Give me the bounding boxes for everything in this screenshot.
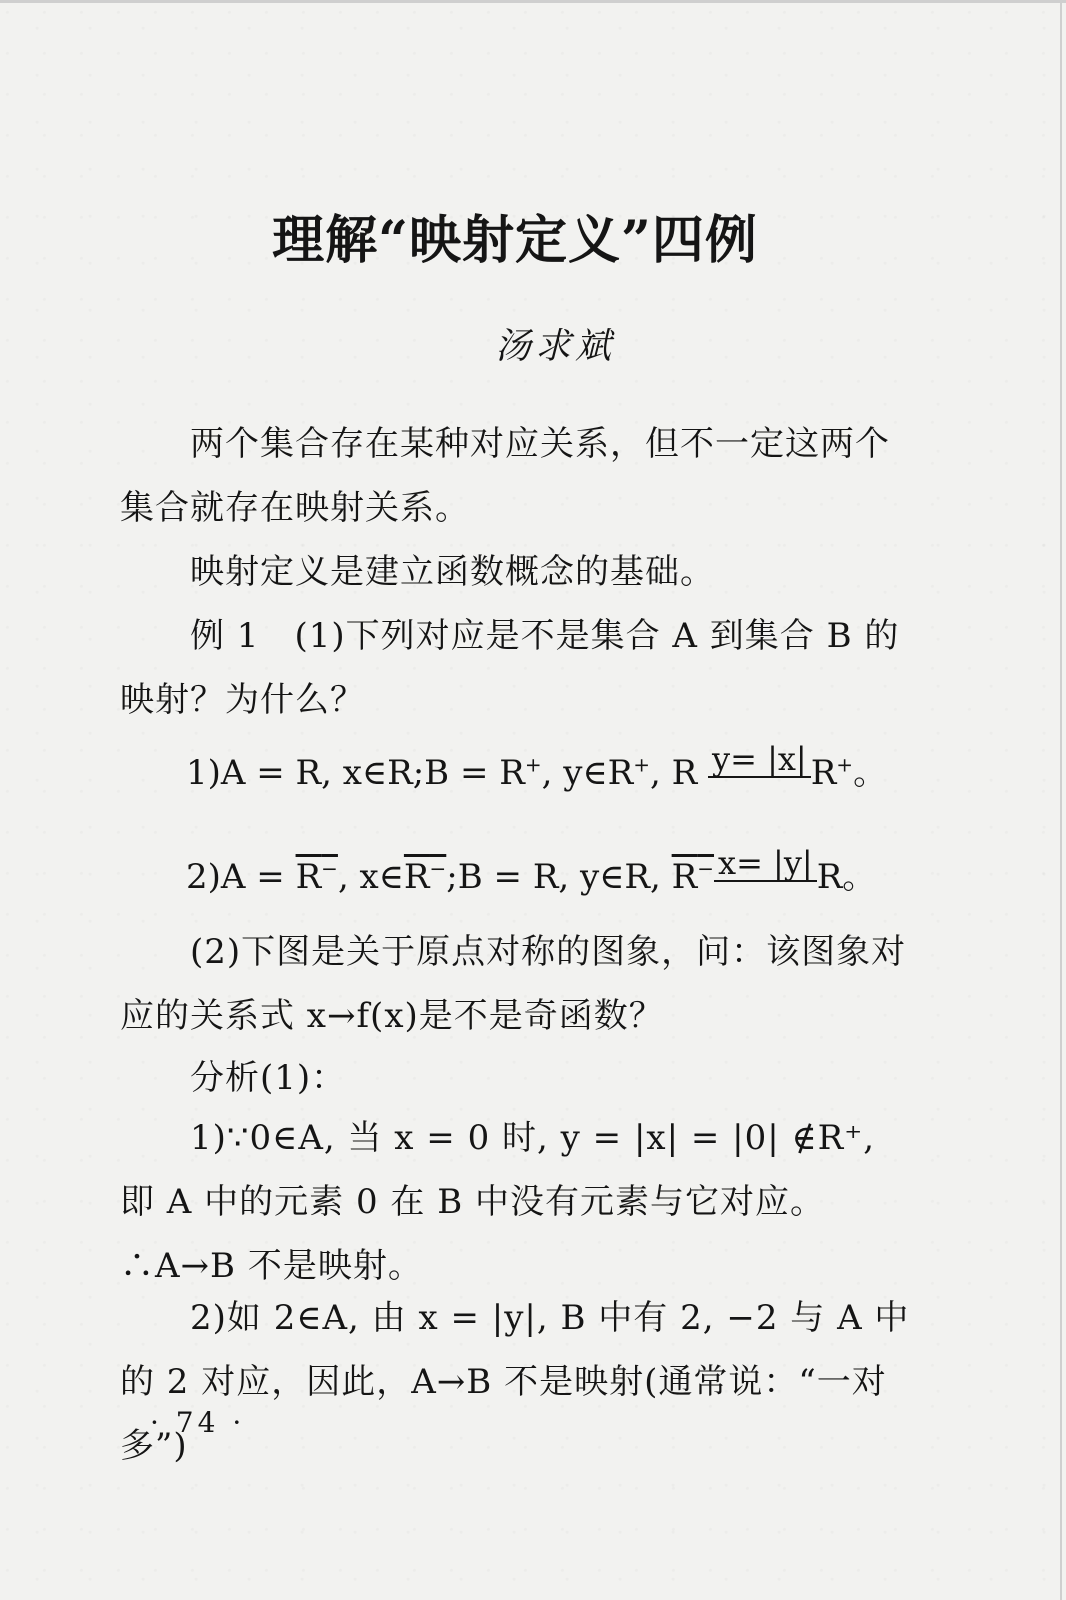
mapping-arrow-label: x= |y| [714, 846, 817, 882]
page-number: · 74 · [150, 1406, 246, 1439]
paragraph-basis: 映射定义是建立函数概念的基础。 [190, 552, 715, 592]
example-1-question: 例 1 (1)下列对应是不是集合 A 到集合 B 的映射？为什么？ [120, 616, 900, 720]
mapping-item-2: 2)A = R−, x∈R−;B = R, y∈R, R− x= |y| R。 [186, 844, 877, 897]
author-name: 汤求斌 [494, 326, 615, 367]
paragraph-intro: 两个集合存在某种对应关系，但不一定这两个集合就存在映射关系。 [120, 424, 890, 528]
example-1-part-2: (2)下图是关于原点对称的图象，问：该图象对应的关系式 x→f(x)是不是奇函数？ [120, 932, 907, 1036]
scan-edge-right [1060, 0, 1062, 1600]
analysis-point-2: 2)如 2∈A, 由 x = |y|, B 中有 2, −2 与 A 中的 2 对应，因此，A→B 不是映射(通常说：“一对多”) [120, 1298, 910, 1466]
mapping-item-1: 1)A = R, x∈R;B = R+, y∈R+, R y= |x| R+。 [186, 740, 888, 793]
mapping-arrow-label: y= |x| [708, 742, 811, 778]
scan-edge-top [0, 0, 1066, 13]
article-title: 理解“映射定义”四例 [272, 210, 758, 271]
analysis-point-1: 1)∵0∈A, 当 x = 0 时, y = |x| = |0| ∉R⁺, 即 A 中的元素 0 在 B 中没有元素与它对应。∴A→B 不是映射。 [120, 1118, 876, 1286]
analysis-heading: 分析(1)： [190, 1058, 347, 1098]
